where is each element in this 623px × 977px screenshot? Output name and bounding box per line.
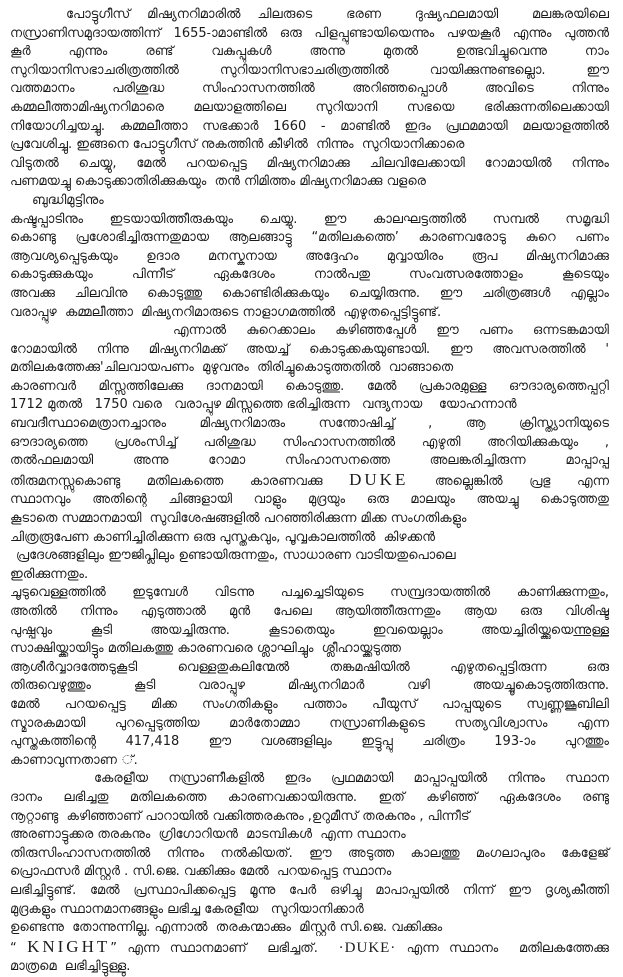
text-segment: നൂറ്റാണ്ടു കഴിഞ്ഞാണ് പാറായിൽ വക്കിത്തരകനും ,ഉറുമീസ് തരകനും , പിന്നീട്: [10, 808, 470, 824]
text-segment-u: ള്ളു: [108, 959, 127, 975]
text-segment: നിയോഗിച്ചയച്ചു. കമ്മലീത്താ സഭക്കാർ 1660 - മാണ്ടിൽ ഇദം പ്രഥമമായി മലയാളത്തിൽ: [10, 118, 609, 134]
text-segment: തൽഫലമായി അന്നു റോമാ സിംഹാസനത്തെ അലങ്കരിച്ചിരുന്ന മാപ്പാപ്പ: [10, 453, 609, 469]
text-segment-u: ന്നുള്ള: [573, 622, 609, 638]
text-segment: മേൽ പറയപ്പെട്ട മിക്ക സംഗതികളും പത്താം പീയുസ് പാപ്പയുടെ സ്വണ്ണജൂബിലി: [10, 696, 609, 712]
text-segment: അരണാട്ടുക്കര തരകനും ഗ്രിഗോറിയൻ മാടമ്പികൾ എന്ന സ്ഥാനം: [10, 827, 406, 843]
text-line: [10, 677, 609, 696]
text-segment: പണമയച്ചു കൊടുക്കാതിരിക്കുകയും തൻ നിമിത്തം മിഷ്യനറിമാക്കു വളരെ: [10, 174, 426, 190]
text-line: [10, 547, 609, 566]
text-line: [10, 229, 609, 248]
text-segment: ആശീർവ്വാദത്തേടുകൂടി വെള്ളതുകലിന്മേൽ തങ്കമഷിയിൽ എഴുതപ്പെട്ടിരുന്ന ഒരു: [10, 659, 609, 675]
text-segment: കാണാവുന്നതാണ ്.: [10, 752, 138, 768]
text-line: [10, 863, 609, 882]
text-line: [10, 622, 609, 641]
text-segment: സ്ഥാനവും അതിന്റെ ചിങ്ങളായി വാളും മുദ്രയും ഒരു മാലയും അയച്ചു കൊടുത്തതു: [10, 492, 609, 508]
text-segment: ലഭിച്ചിട്ടുണ്ട്. മേൽ പ്രസ്ഥാപിക്കപ്പെട്ട മൂന്നു പേർ ഒഴിച്ചു മാപാപ്പയിൽ നിന്ന് ഈ ദൃശ്യകീത്തി: [10, 882, 609, 898]
text-line: [10, 452, 609, 471]
text-line: [10, 62, 609, 81]
text-line: [10, 752, 609, 771]
text-line: [10, 882, 609, 901]
text-segment: തിരുവെഴുത്തും കൂടി വരാപ്പുഴ മിഷ്യനറിമാർ വഴി അയച്ചൂകൊടുത്തിരുന്നു.: [10, 678, 609, 694]
text-segment: ” എന്ന സ്ഥാനമാണ് ലഭിച്ചത്.: [110, 940, 339, 956]
text-line: [10, 285, 609, 304]
text-line: [10, 396, 609, 415]
text-segment: എന്നാൽ കുറെക്കാലം കഴിഞ്ഞപ്പേൾ ഈ പണം ഒന്നടങ്കമായി: [173, 323, 609, 339]
text-segment: കമ്മലീത്താമിഷ്യനറിമാരെ മലയാളത്തിലെ സുറിയാനി സഭയെ ഭരിക്കുന്നതിലെക്കായി: [10, 99, 609, 115]
text-line: [10, 192, 609, 211]
text-segment: പ്രദേശങ്ങളിലും ഈജിപ്ലിലും ഉണ്ടായിരുന്നതും, സാധാരണ വാടിയതുപൊലെ: [16, 548, 456, 564]
text-segment: .: [126, 959, 131, 975]
text-segment: തിരുസിംഹാസനത്തിൽ നിന്നും നൽകിയത്. ഈ അടുത്ത കാലത്തു മംഗലാപുരം കേളേജ്: [10, 845, 609, 861]
text-segment: മുദ്രകളും സ്ഥാനമാനങ്ങളും ലഭിച്ച കേരളീയ സുറിയാനിക്കാർ: [10, 901, 364, 917]
text-segment-latin-large: KNIGHT: [27, 936, 111, 956]
text-segment: ചൂടുവെള്ളത്തിൽ ഇടുമ്പേൾ വിടന്നു പച്ചച്ചെടിയുടെ സമ്പ്രദായത്തിൽ കാണിക്കുന്നതും,: [10, 585, 609, 601]
text-line: [10, 715, 609, 734]
text-line: [10, 919, 609, 938]
text-line: [10, 491, 609, 510]
text-line: [10, 733, 609, 752]
text-line: [10, 25, 609, 44]
text-line: [10, 359, 609, 378]
text-segment: പോട്ടുഗീസ് മിഷ്യനറിമാരിൽ ചിലരുടെ ഭരണ ദുഷ്യഫലമായി മലങ്കരയിലെ: [66, 7, 609, 22]
text-segment: 1712 മുതൽ 1750 വരെ വരാപ്പുഴ മിസ്സത്തെ ഭരിച്ചിരുന്ന വന്ദ്യനായ യോഹന്നാൻ: [10, 397, 517, 413]
text-segment: മാത്രമെ ലഭിച്ചിട്ടു: [10, 959, 109, 975]
text-line: [10, 845, 609, 864]
text-line: [10, 118, 609, 137]
text-segment: സാക്ഷിയ്ക്കായിട്ടും മതിലകത്തു കാരണവരെ ശ്ലാഘിച്ചും ശ്ലീഹായ്ക്കടുത്ത: [10, 641, 401, 657]
text-segment: കേരളീയ നസ്രാണീകളിൽ ഇദം പ്രഥമമായി മാപ്പാപ്പയിൽ നിന്നും സ്ഥാന: [94, 771, 609, 787]
text-line: [10, 378, 609, 397]
text-segment: കൊണ്ടു പ്രശോഭിച്ചിരുന്നതുമായ ആലങ്ങാട്ടു “മതിലകത്തെ’ കാരണവരോടു കുറെ പണം: [10, 230, 609, 246]
text-segment: റോമായിൽ നിന്നു മിഷ്യനറിമക്ക് അയച്ച് കൊടുക്കകയുണ്ടായി. ഈ അവസരത്തിൽ ': [10, 341, 609, 357]
text-line: [10, 938, 609, 959]
text-line: [10, 6, 609, 25]
text-line: [10, 211, 609, 230]
text-line: [10, 43, 609, 62]
text-line: [10, 958, 609, 977]
text-segment: അതിൽ നിന്നും എടുത്താൽ മുൻ പേലെ ആയിത്തീരുന്നതും ആയ ഒരു വിശിഷ്ട: [10, 604, 609, 619]
text-line: [10, 136, 609, 155]
text-line: [10, 789, 609, 808]
text-line: [10, 640, 609, 659]
text-line: [10, 529, 609, 548]
text-segment: ഔദാര്യത്തെപ്പറ്റി: [486, 378, 609, 394]
text-segment-latin-mid: ·DUKE·: [338, 939, 397, 956]
text-line: [10, 770, 609, 789]
text-segment: ഇരിക്കുന്നതും.: [10, 566, 89, 582]
text-segment: ബുദ്ധിമുട്ടിനും: [32, 192, 104, 208]
text-line: [10, 584, 609, 603]
text-line: [10, 248, 609, 267]
text-segment: കൊടുക്കുകയും പിന്നീട് ഏകദേശം നാൽപതു സംവത്സരത്തോളം കൂടെയും: [10, 267, 609, 283]
text-segment: “: [10, 940, 28, 956]
text-segment: കഷ്ടപ്പാടിനും ഇടയായിത്തീരുകയും ചെയ്യു. ഈ കാലഘട്ടത്തിൽ സമ്പൽ സമൃദ്ധി: [10, 211, 609, 227]
text-segment: സ്മാരകമായി പുറപ്പെടുത്തിയ മാർതോമ്മാ നസ്രാണികളുടെ സത്യവിശ്വാസം എന്ന: [10, 715, 609, 731]
text-line: [10, 434, 609, 453]
text-segment: പുസ്തകത്തിന്റെ 417,418 ഈ വശങ്ങളിലും ഇട്ടുപ്പു ചരിത്രം 193-ാം പുറത്തും: [10, 734, 609, 750]
text-line: [10, 304, 609, 323]
text-line: [10, 901, 609, 920]
text-line: [10, 173, 609, 192]
text-line: [10, 415, 609, 434]
text-line: [10, 266, 609, 285]
text-segment: കൂർ എന്നും രണ്ട് വകുപ്പുകൾ അന്നു മുതൽ ഉത്ഭവിച്ചുവെന്നു നാം: [10, 44, 609, 60]
text-segment: ഉണ്ടെന്നു തോന്നുന്നില്ല. എന്നാൽ തരകന്മാക്കും മിസ്റ്റർ സി.ജെ. വക്കിക്കും: [10, 920, 443, 936]
text-segment: പുഷ്പവും കൂടി അയച്ചിരുന്നു. കൂടാതെയും ഇവയെല്ലാം അയച്ചിരിയ്ക്കുയെ: [10, 622, 574, 638]
text-line: [10, 659, 609, 678]
text-line: [10, 99, 609, 118]
text-segment: കാരണവർ മിസ്സത്തിലേക്കു ദാനമായി കൊടുത്തു. മേൽ പ്രകാര: [10, 378, 461, 394]
text-line: [10, 566, 609, 585]
text-line: [10, 80, 609, 99]
text-segment: കൂടാതെ സമ്മാനമായി സുവിശേഷങ്ങളിൽ പറഞ്ഞിരിക്കുന്ന മിക്ക സംഗതികളും: [10, 511, 467, 527]
text-segment: എന്ന സ്ഥാനം മതിലകത്തേക്കു: [396, 940, 609, 956]
text-segment: തിരുമനസ്സുകൊണ്ടു മതിലകത്തെ കാരണവക്കു: [10, 473, 350, 489]
text-line: [10, 471, 609, 492]
text-line: [10, 322, 609, 341]
text-line: [10, 155, 609, 174]
text-segment: ദാനം ലഭിച്ചതു മതിലകത്തെ കാരണവക്കായിരുന്നു. ഇത് കഴിഞ്ഞ് ഏകദേശം രണ്ടു: [10, 789, 609, 805]
text-segment: പ്രൊഫസർ മിസ്റ്റർ . സി.ജെ. വക്കിക്കും മേൽ പറയപ്പെട്ട സ്ഥാനം: [10, 864, 392, 880]
text-line: [10, 603, 609, 622]
text-segment-u: മുള്ള: [460, 378, 487, 394]
text-segment: മതിലകത്തേക്കു'ചിലവായപണം മുഴുവനും തിരിച്ചുകൊടുത്തതിൽ വാങ്ങാതെ: [10, 360, 454, 376]
document-text: [10, 6, 609, 977]
text-segment-latin-large: DUKE: [349, 469, 409, 489]
text-segment: പ്രവേശിച്ചു. ഇങ്ങനെ പോട്ടുഗീസ് നുകത്തിൻ കീഴിൽ നിന്നും സുറിയാനിക്കാരെ: [10, 137, 465, 153]
text-segment: വിടുതൽ ചെയ്യു, മേൽ പറയപ്പെട്ട മിഷ്യനറിമാക്കു ചിലവിലേക്കായി റോമായിൽ നിന്നും: [10, 155, 609, 171]
text-segment: വത്തമാനം പരിശുദ്ധ സിംഹാസനത്തിൽ അറിഞ്ഞപ്പൊൾ അവിടെ നിന്നും: [10, 81, 609, 97]
text-segment: വരാപ്പുഴ കമ്മലീത്താ മിഷ്യനറിമാരുടെ നാളാഗമത്തിൽ എഴുതപ്പെട്ടിട്ടുണ്ട്.: [10, 304, 442, 320]
text-segment: അവക്കു ചിലവിനു കൊടുത്തു കൊണ്ടിരിക്കുകയും ചെയ്യിരുന്നു. ഈ ചരിത്രങ്ങൾ എല്ലാം: [10, 285, 609, 301]
text-line: [10, 808, 609, 827]
text-segment: ബവദീസ്ഥാമെത്രാനച്ചാനും മിഷ്യനറിമാരും സന്തോഷിച്ച് , ആ ക്രിസ്ത്യാനിയുടെ: [10, 416, 609, 432]
text-segment: നസ്രാണിസമുദായത്തിന്ന് 1655-ാമാണ്ടിൽ ഒരു പിളപ്പുണ്ടായിയെന്നും പഴയകൂർ എന്നും പുത്തൻ: [10, 25, 609, 41]
text-line: [10, 696, 609, 715]
text-line: [10, 826, 609, 845]
text-segment: അല്ലെങ്കിൽ പ്രഭു എന്ന: [408, 473, 609, 489]
text-segment: സുറിയാനിസഭാചരിത്രത്തിൽ സുറിയാനിസഭാചരിത്രത്തിൽ വായിക്കുന്നുണ്ടല്ലൊ. ഈ: [10, 62, 609, 78]
text-segment: ചിത്രരൂപേണ കാണിച്ചിരിക്കുന്ന ഒരു പുസ്തകവും, പൂവ്വകാലത്തിൽ കിഴക്കൻ: [10, 529, 436, 545]
text-segment: ഔദാര്യത്തെ പ്രശംസിച്ച് പരിശുദ്ധ സിംഹാസനത്തിൽ എഴുതി അറിയിക്കുകയും ,: [10, 434, 609, 450]
text-line: [10, 341, 609, 360]
text-segment: ആവശ്യപ്പെടുകയും ഉദാര മനസ്കനായ അദ്ദേഹം മുവ്വായിരം രൂപ മിഷ്യനറിമാക്കു: [10, 248, 609, 264]
text-line: [10, 510, 609, 529]
